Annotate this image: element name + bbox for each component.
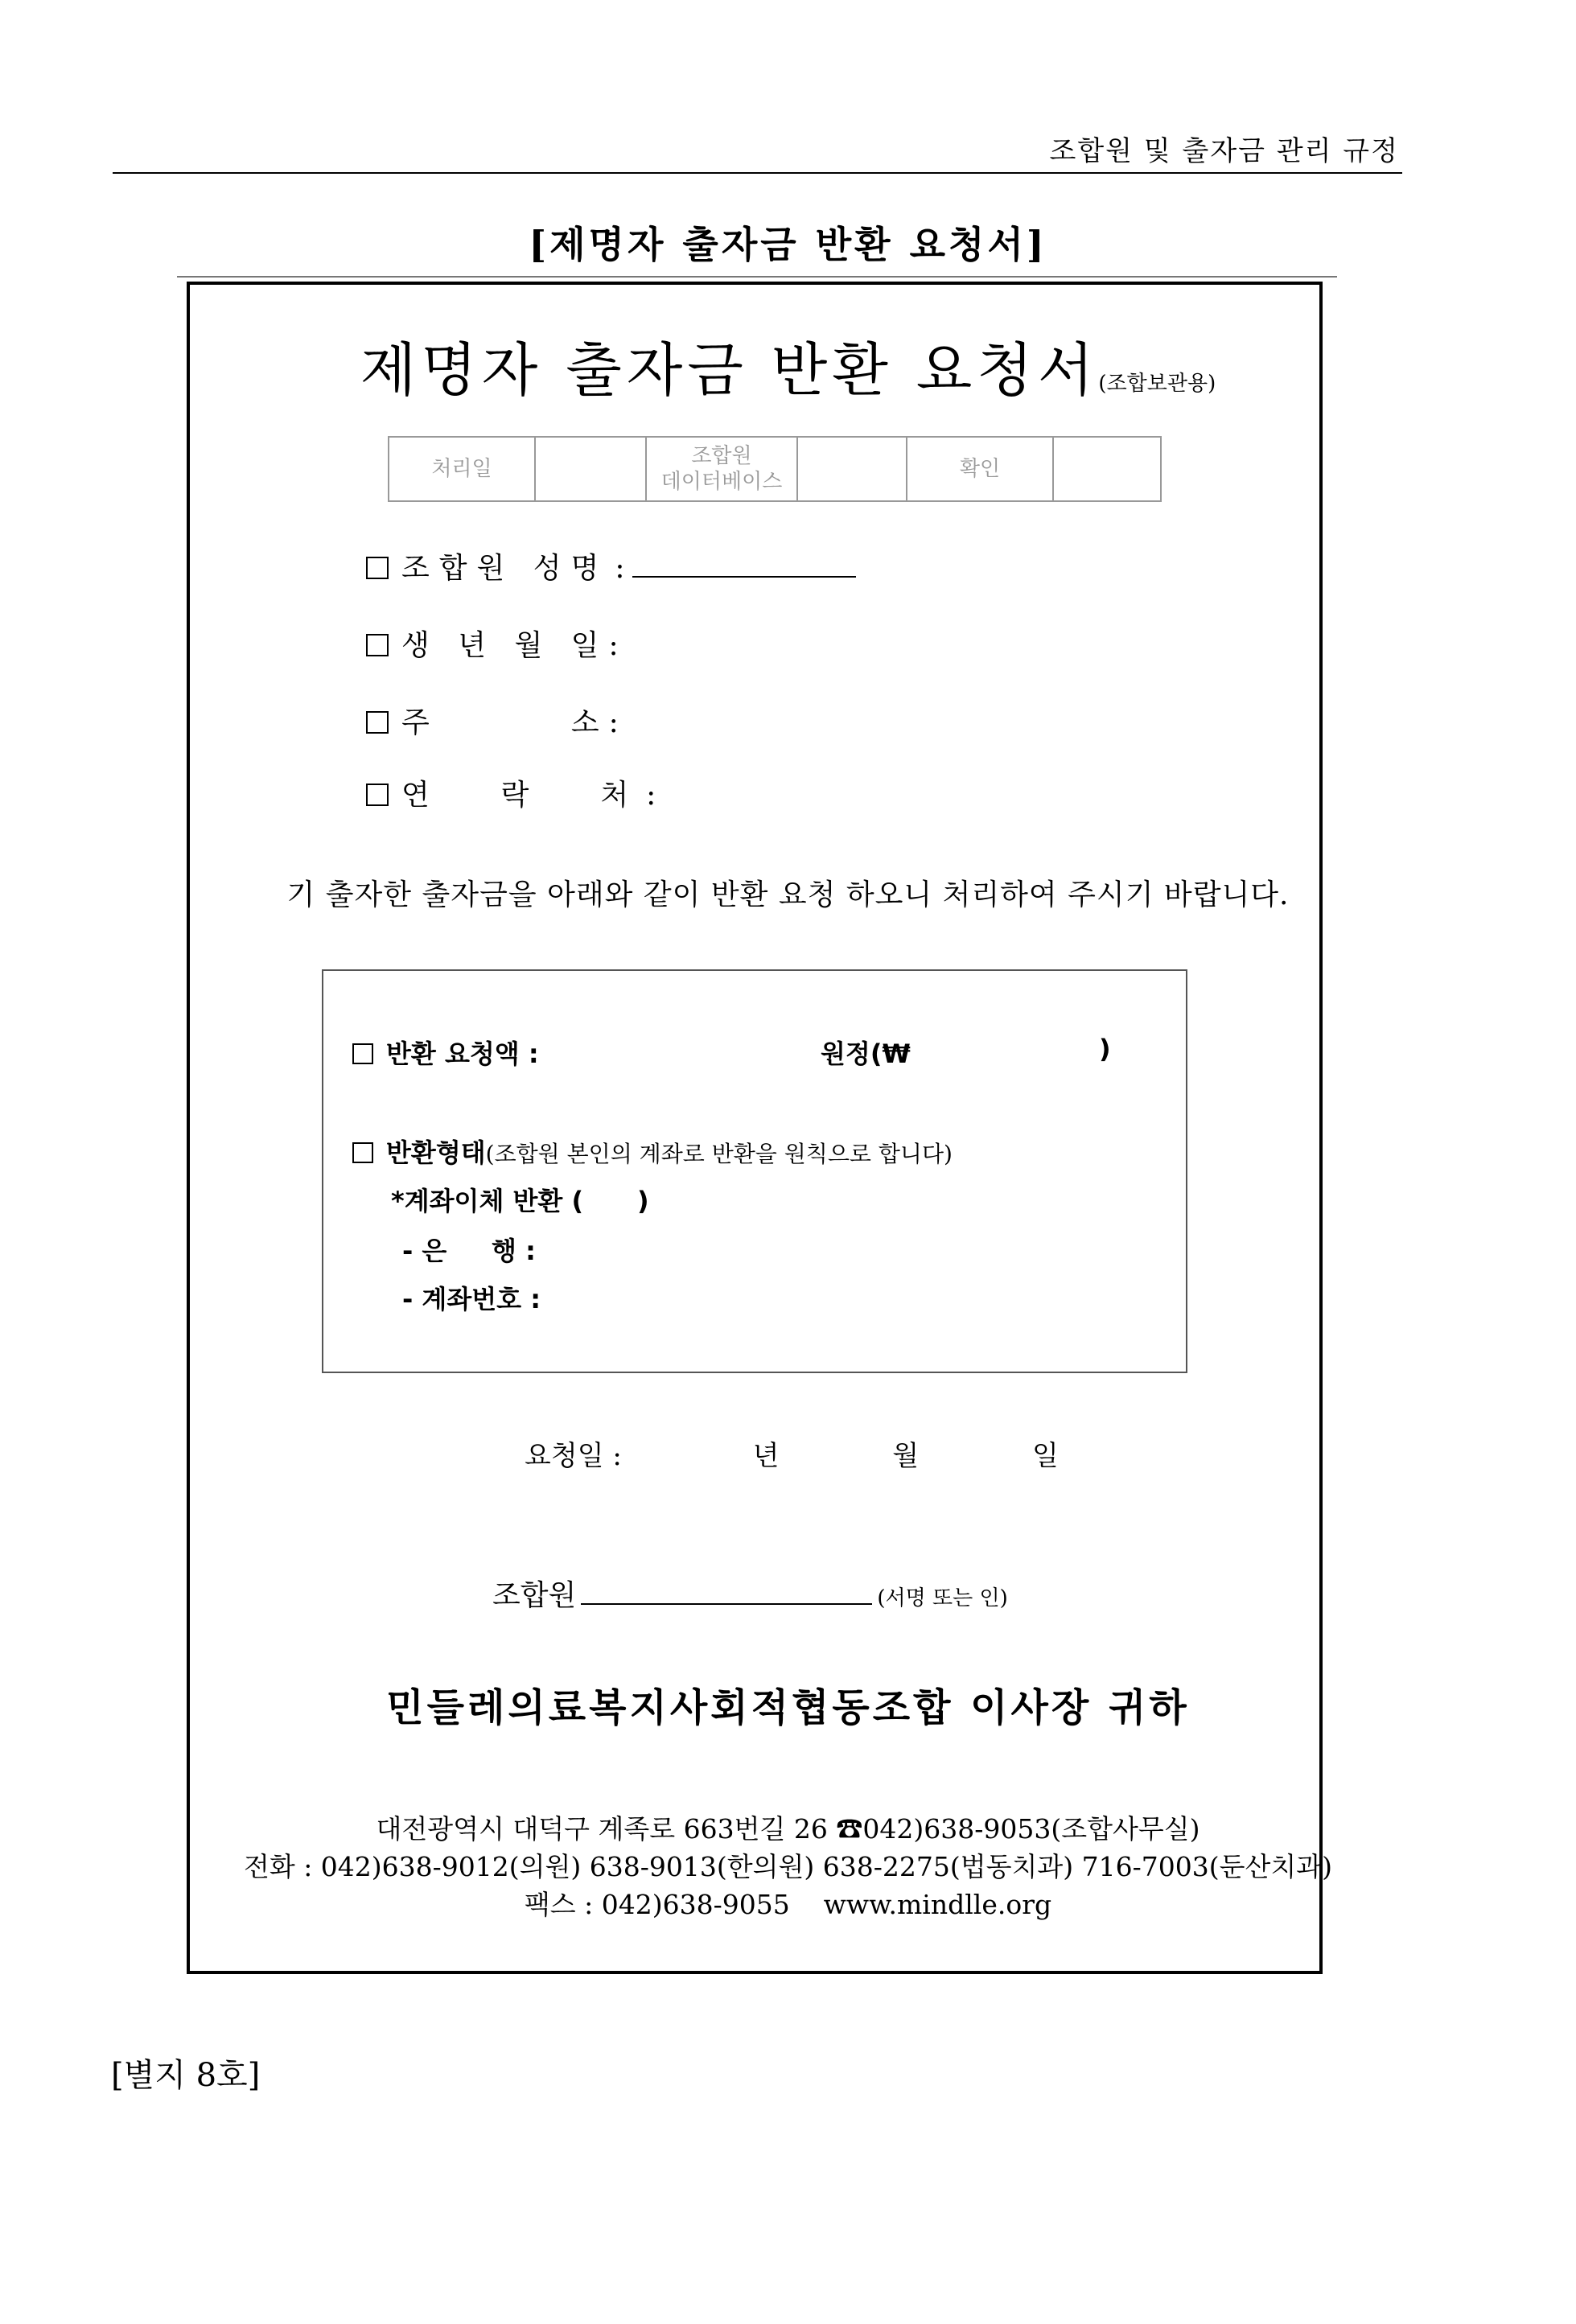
return-type-row [352, 1133, 953, 1170]
return-type-label: 반환형태 [386, 1137, 486, 1168]
birth-date-label: 생 년 월 일 [401, 629, 609, 662]
field-separator: : [608, 706, 619, 739]
amount-unit: 원정(₩ [821, 1039, 911, 1069]
amount-label: 반환 요청액 : [386, 1039, 539, 1069]
address-label: 주 소 [401, 706, 609, 739]
amount-row [352, 1034, 539, 1071]
title-divider [177, 276, 1337, 278]
address-line-3: 팩스 : 042)638-9055 www.mindlle.org [524, 1889, 1052, 1920]
form-title-note: (조합보관용) [1098, 372, 1216, 396]
field-separator: : [646, 779, 656, 812]
checkbox-icon [352, 1043, 373, 1064]
field-separator: : [615, 552, 625, 585]
recipient: 민들레의료복지사회적협동조합 이사장 귀하 [386, 1685, 1190, 1730]
amount-close: ) [1099, 1034, 1111, 1064]
processing-label-date: 처리일 [389, 437, 535, 501]
birth-date-field [366, 623, 619, 664]
processing-cell-database[interactable] [797, 437, 907, 501]
account-number-field: - 계좌번호 : [402, 1284, 541, 1314]
attachment-label: [별지 8호] [111, 2057, 261, 2094]
form-title-text: 제명자 출자금 반환 요청서 [360, 336, 1099, 404]
checkbox-icon [366, 784, 389, 806]
month-label: 월 [892, 1440, 920, 1472]
request-date-label: 요청일 : [525, 1440, 622, 1472]
member-label: 조합원 [492, 1579, 577, 1612]
header-title: 조합원 및 출자금 관리 규정 [1049, 135, 1399, 167]
checkbox-icon [366, 711, 389, 734]
checkbox-icon [352, 1142, 373, 1163]
contact-label: 연 락 처 [401, 779, 647, 812]
member-signature-line [492, 1573, 1008, 1614]
processing-table [388, 436, 1162, 502]
year-label: 년 [752, 1440, 780, 1472]
address-line-2: 전화 : 042)638-9012(의원) 638-9013(한의원) 638-2275(법동치과) 716-7003(둔산치과) [243, 1851, 1333, 1882]
form-title [0, 323, 1576, 407]
address-field [366, 700, 619, 741]
address-line-1: 대전광역시 대덕구 계족로 663번길 26 ☎042)638-9053(조합사무실) [376, 1813, 1200, 1845]
processing-cell-confirm[interactable] [1053, 437, 1161, 501]
member-name-field [366, 545, 856, 586]
processing-label-database: 조합원 데이터베이스 [646, 437, 797, 501]
field-separator: : [608, 629, 619, 662]
processing-label-confirm: 확인 [907, 437, 1053, 501]
contact-field [366, 772, 656, 813]
checkbox-icon [366, 634, 389, 656]
header-divider [113, 172, 1402, 174]
day-label: 일 [1031, 1440, 1059, 1472]
signature-note: (서명 또는 인) [877, 1586, 1008, 1610]
processing-cell-date[interactable] [535, 437, 646, 501]
bank-field: - 은 행 : [402, 1236, 536, 1266]
return-type-note: (조합원 본인의 계좌로 반환을 원칙으로 합니다) [485, 1141, 953, 1167]
member-name-label: 조합원 성명 [401, 552, 609, 585]
member-name-input[interactable] [632, 549, 856, 578]
request-date-line [525, 1433, 1059, 1473]
document-title: [제명자 출자금 반환 요청서] [529, 223, 1047, 266]
signature-input[interactable] [581, 1576, 872, 1605]
request-text: 기 출자한 출자금을 아래와 같이 반환 요청 하오니 처리하여 주시기 바랍니다. [286, 878, 1290, 911]
checkbox-icon [366, 557, 389, 579]
account-transfer-option[interactable]: *계좌이체 반환 ( ) [391, 1186, 649, 1216]
